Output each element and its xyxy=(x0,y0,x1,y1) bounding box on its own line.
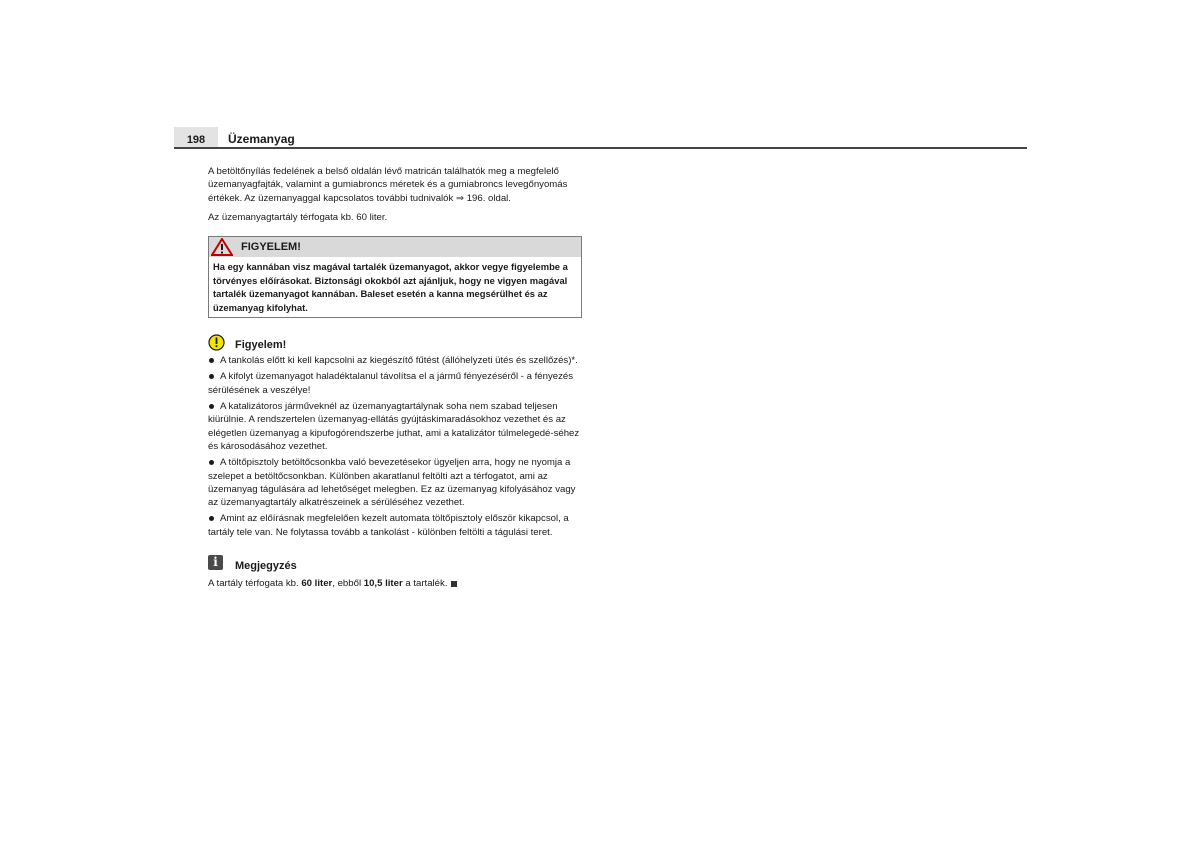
note-text-middle: , ebből xyxy=(332,578,364,590)
warning-title: FIGYELEM! xyxy=(241,241,301,254)
warning-text: Ha egy kannában visz magával tartalék üzemanyagot, akkor vegye figyelembe a törvényes előírásokat. Biztonsági okokból azt ajánljuk, hogy ne vigyen magával tartalék üzemanyagot kannában. Baleset esetén a kanna megsérülhet és az üzemanyag kifolyhat. xyxy=(213,261,568,313)
page-number: 198 xyxy=(174,127,218,147)
content-column xyxy=(208,165,586,590)
list-item-text: Amint az előírásnak megfelelően kezelt automata töltőpisztoly először kikapcsol, a tartály tele van. Ne folytassa tovább a tankolást - különben feltölti a tágulási teret. xyxy=(208,513,569,538)
note-text xyxy=(208,577,586,590)
list-item xyxy=(208,354,586,367)
bullet-icon xyxy=(209,358,214,363)
caution-header xyxy=(208,334,586,354)
caution-list xyxy=(208,354,586,539)
note-title: Megjegyzés xyxy=(235,560,297,573)
list-item xyxy=(208,456,586,509)
list-item-text: A kifolyt üzemanyagot haladéktalanul távolítsa el a jármű fényezéséről - a fényezés sérülésének a veszélye! xyxy=(208,371,574,396)
page-header xyxy=(174,127,1027,149)
warning-triangle-icon xyxy=(211,238,233,256)
note-header xyxy=(208,555,586,575)
bullet-icon xyxy=(209,374,214,379)
header-rule xyxy=(174,147,1027,149)
info-icon: i xyxy=(208,555,223,570)
bullet-icon xyxy=(209,404,214,409)
note-bold-capacity: 60 liter xyxy=(301,578,333,590)
list-item-text: A tankolás előtt ki kell kapcsolni az kiegészítő fűtést (állóhelyzeti ütés és szellőzés)*. xyxy=(220,355,578,367)
caution-exclamation-icon xyxy=(208,334,225,351)
list-item xyxy=(208,370,586,397)
intro-paragraph: A betöltőnyílás fedelének a belső oldalán lévő matricán találhatók meg a megfelelő üzemanyagfajták, valamint a gumiabroncs méretek és a gumiabroncs levegőnyomás értékek. Az üzemanyaggal kapcsolatos további tudnivalók ⇒ 196. oldal. xyxy=(208,166,568,204)
bullet-icon xyxy=(209,516,214,521)
list-item xyxy=(208,400,586,453)
note-bold-reserve: 10,5 liter xyxy=(363,578,403,590)
bullet-icon xyxy=(209,460,214,465)
warning-header xyxy=(209,237,581,257)
warning-box xyxy=(208,236,582,318)
section-title: Üzemanyag xyxy=(228,132,295,146)
note-text-before: A tartály térfogata kb. xyxy=(208,578,302,590)
note-text-after: a tartalék. xyxy=(402,578,448,590)
caution-title: Figyelem! xyxy=(235,339,287,352)
list-item xyxy=(208,512,586,539)
list-item-text: A katalizátoros járműveknél az üzemanyagtartálynak soha nem szabad teljesen kiürülnie. A rendszertelen üzemanyag-ellátás gyújtáskimaradásokhoz vezethet és az elégetlen üzemanyag a kipufogórendszerbe juthat, ami a katalizátor túlmelegedé-séhez és károsodásához vezethet. xyxy=(208,401,580,452)
list-item-text: A töltőpisztoly betöltőcsonkba való bevezetésekor ügyeljen arra, hogy ne nyomja a szelepet a betöltőcsonkban. Különben akaratlanul feltölti azt a térfogatot, ami az üzemanyag tágulására ad lehetőséget melegben. Ez az üzemanyag kifolyásához vagy az üzemanyagtartály alkatrészeinek a sérüléséhez vezethet. xyxy=(208,457,576,509)
tank-capacity-paragraph: Az üzemanyagtartály térfogata kb. 60 liter. xyxy=(208,211,388,223)
end-of-section-icon xyxy=(451,581,457,587)
